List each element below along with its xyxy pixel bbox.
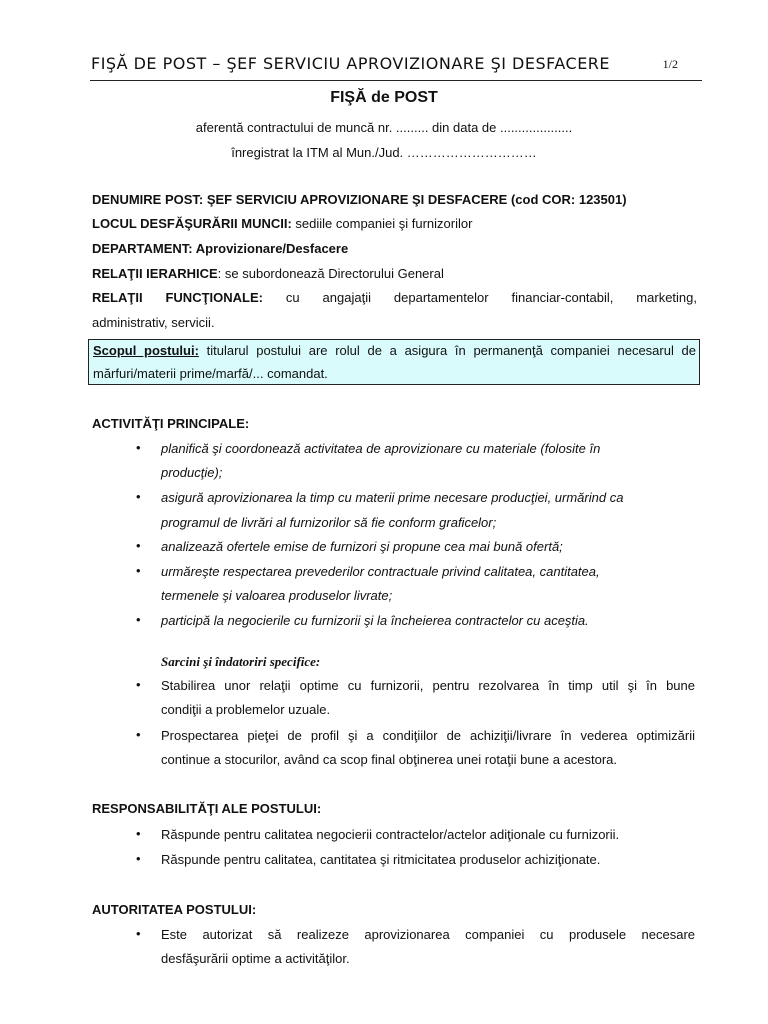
itm-line: înregistrat la ITM al Mun./Jud. ………………………… (231, 145, 537, 160)
authority-item: Este autorizat să realizeze aprovizionarea companiei cu produsele necesare (161, 927, 695, 942)
bullet-icon: • (136, 727, 141, 742)
bullet-icon: • (136, 677, 141, 692)
responsibility-item: Răspunde pentru calitatea negocierii contractelor/actelor adiţionale cu furnizorii. (161, 827, 620, 842)
activity-item: asigură aprovizionarea la timp cu materii prime necesare producţiei, urmărind ca (161, 490, 624, 505)
authority-item-cont: desfăşurării optime a activităţilor. (161, 951, 350, 966)
page-number: 1/2 (662, 57, 678, 71)
task-item-cont: continue a stocurilor, având ca scop final obţinerea unei rotaţii bune a acestora. (161, 752, 618, 767)
activities-heading: ACTIVITĂŢI PRINCIPALE: (92, 416, 250, 431)
activity-item-cont: producţie); (161, 465, 223, 480)
activity-item: urmăreşte respectarea prevederilor contractuale privind calitatea, cantitatea, (161, 564, 600, 579)
post-name: DENUMIRE POST: ŞEF SERVICIU APROVIZIONARE ŞI DESFACERE (cod COR: 123501) (92, 192, 627, 207)
work-location-label: LOCUL DESFĂŞURĂRII MUNCII: (92, 216, 292, 231)
bullet-icon: • (136, 826, 141, 841)
activity-item: planifică şi coordonează activitatea de aprovizionare cu materiale (folosite în (161, 441, 601, 456)
functional-relations-label: RELAŢII FUNCŢIONALE: (92, 290, 263, 305)
work-location-value: sediile companiei şi furnizorilor (291, 216, 473, 231)
purpose-line-2: mărfuri/materii prime/marfă/... comandat. (93, 366, 328, 381)
task-item: Stabilirea unor relaţii optime cu furnizorii, pentru rezolvarea în timp util şi în bune (161, 678, 695, 693)
bullet-icon: • (136, 489, 141, 504)
purpose-value: titularul postului are rolul de a asigura în permanenţă companiei necesarul de (198, 343, 697, 358)
purpose-line-1 (93, 343, 696, 358)
functional-relations-cont: administrativ, servicii. (92, 315, 215, 330)
work-location (92, 216, 697, 231)
activity-item-cont: termenele şi valoarea produselor livrate; (161, 588, 393, 603)
functional-relations (92, 290, 697, 305)
document-title: FIŞĂ de POST (330, 89, 438, 106)
activity-item: analizează ofertele emise de furnizori şi propune cea mai bună ofertă; (161, 539, 563, 554)
bullet-icon: • (136, 563, 141, 578)
header-title: FIŞĂ DE POST – ŞEF SERVICIU APROVIZIONARE ŞI DESFACERE (91, 54, 611, 73)
activity-item-cont: programul de livrări al furnizorilor să fie conform graficelor; (161, 515, 497, 530)
contract-line: aferentă contractului de muncă nr. ......... din data de .................... (195, 120, 573, 135)
bullet-icon: • (136, 851, 141, 866)
activity-item: participă la negocierile cu furnizorii şi la încheierea contractelor cu aceştia. (161, 613, 589, 628)
responsibility-item: Răspunde pentru calitatea, cantitatea şi ritmicitatea produselor achiziţionate. (161, 852, 601, 867)
hierarchical-relations (92, 266, 697, 281)
department: DEPARTAMENT: Aprovizionare/Desfacere (92, 241, 349, 256)
bullet-icon: • (136, 926, 141, 941)
purpose-box (88, 339, 700, 385)
task-item-cont: condiţii a problemelor uzuale. (161, 702, 331, 717)
hierarchical-relations-value: : se subordonează Directorului General (217, 266, 444, 281)
bullet-icon: • (136, 612, 141, 627)
responsibilities-heading: RESPONSABILITĂŢI ALE POSTULUI: (92, 801, 322, 816)
bullet-icon: • (136, 538, 141, 553)
bullet-icon: • (136, 440, 141, 455)
tasks-heading: Sarcini şi îndatoriri specifice: (161, 654, 321, 669)
task-item: Prospectarea pieţei de profil şi a condiţiilor de achiziţii/livrare în vederea optimizării (161, 728, 695, 743)
purpose-label: Scopul postului: (93, 343, 199, 358)
page-header (90, 52, 702, 81)
authority-heading: AUTORITATEA POSTULUI: (92, 902, 257, 917)
functional-relations-value: cu angajaţii departamentelor financiar-contabil, marketing, (262, 290, 697, 305)
hierarchical-relations-label: RELAŢII IERARHICE (92, 266, 218, 281)
